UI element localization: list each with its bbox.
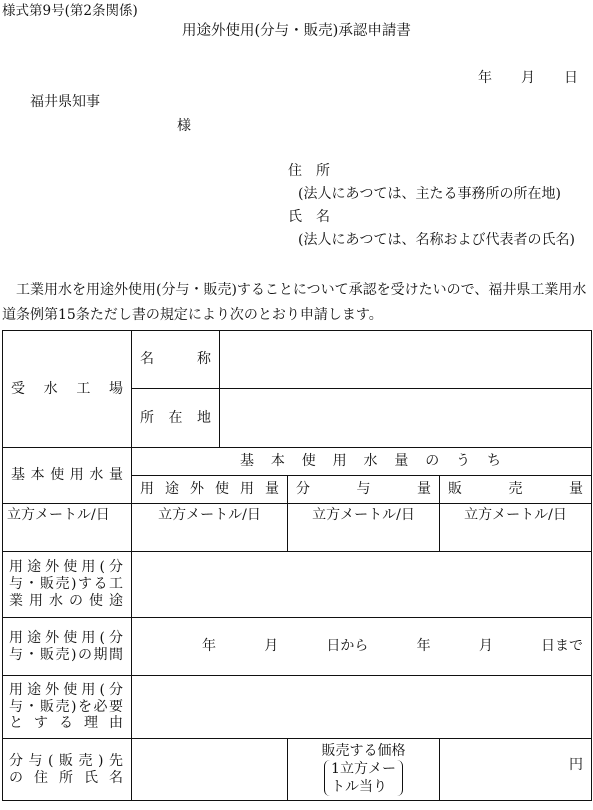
sale-unit: 立方メートル/日 — [464, 507, 567, 523]
basic-volume-label: 基本使用水量 — [3, 448, 132, 504]
reason-label — [3, 676, 132, 739]
reason-label-line-3: とする理由 — [9, 715, 123, 732]
purpose-label-line-3: 業用水の使途 — [9, 592, 123, 609]
address-note: (法人にあつては、主たる事務所の所在地) — [298, 186, 561, 202]
volume-values-row — [3, 504, 592, 552]
purpose-field[interactable] — [132, 552, 592, 618]
addressee: 福井県知事 — [30, 94, 100, 110]
recipient-row — [3, 739, 592, 801]
period-label-line-2: 与・販売)の期間 — [9, 646, 123, 663]
purpose-label-line-1: 用途外使用(分 — [9, 559, 123, 576]
plant-name-label: 名称 — [132, 331, 220, 389]
outside-use-unit: 立方メートル/日 — [158, 507, 261, 523]
distribution-unit: 立方メートル/日 — [312, 507, 415, 523]
date-month: 月 — [521, 70, 535, 86]
address-label: 住 所 — [288, 163, 330, 179]
reason-label-line-2: 与・販売)を必要 — [9, 698, 123, 715]
reason-field[interactable] — [132, 676, 592, 739]
period-year-from: 年 — [202, 638, 216, 655]
period-values — [132, 638, 591, 655]
recipient-label — [3, 739, 132, 801]
price-unit-line-1: 1立方メー — [331, 760, 396, 777]
period-year-to: 年 — [416, 638, 431, 655]
price-label-text: 販売する価格 — [321, 742, 406, 759]
honorific: 様 — [177, 118, 191, 134]
period-label-line-1: 用途外使用(分 — [9, 629, 123, 646]
basic-volume-unit: 立方メートル/日 — [7, 507, 110, 523]
recipient-label-line-2: の住所氏名 — [9, 769, 123, 786]
date-year: 年 — [478, 70, 492, 86]
application-table — [2, 330, 592, 801]
purpose-label — [3, 552, 132, 618]
breakdown-header: 基本使用水量のうち — [132, 448, 592, 476]
price-label — [288, 743, 439, 796]
date-day: 日 — [564, 70, 578, 86]
purpose-label-line-2: 与・販売)する工 — [9, 576, 123, 593]
period-row — [3, 618, 592, 676]
purpose-row — [3, 552, 592, 618]
period-day-from: 日から — [326, 638, 369, 655]
plant-location-field[interactable] — [220, 389, 592, 448]
period-day-to: 日まで — [541, 638, 584, 655]
recipient-field[interactable] — [132, 739, 288, 801]
plant-label: 受水工場 — [3, 331, 132, 448]
period-month-to: 月 — [478, 638, 493, 655]
form-number: 様式第9号(第2条関係) — [2, 3, 138, 19]
outside-use-field[interactable] — [132, 504, 288, 552]
sale-col-label: 販売量 — [440, 476, 592, 504]
reason-row — [3, 676, 592, 739]
recipient-label-line-1: 分与(販売)先 — [9, 752, 123, 769]
application-statement: 工業用水を用途外使用(分与・販売)することについて承認を受けたいので、福井県工業用水道条例第15条ただし書の規定により次のとおり申請します。 — [2, 282, 587, 323]
period-month-from: 月 — [264, 638, 279, 655]
plant-name-row — [3, 331, 592, 389]
date-line — [478, 70, 578, 87]
price-label-cell — [288, 739, 440, 801]
plant-location-label: 所在地 — [132, 389, 220, 448]
plant-name-field[interactable] — [220, 331, 592, 389]
name-note: (法人にあつては、名称および代表者の氏名) — [298, 232, 575, 248]
yen-unit: 円 — [569, 757, 584, 773]
breakdown-header-row — [3, 448, 592, 476]
distribution-col-label: 分与量 — [288, 476, 440, 504]
basic-volume-field[interactable] — [3, 504, 132, 552]
period-label — [3, 618, 132, 676]
sale-field[interactable] — [440, 504, 592, 552]
outside-use-col-label: 用途外使用量 — [132, 476, 288, 504]
reason-label-line-1: 用途外使用(分 — [9, 681, 123, 698]
name-label: 氏 名 — [288, 209, 330, 225]
distribution-field[interactable] — [288, 504, 440, 552]
price-field[interactable] — [440, 739, 592, 801]
price-unit-bracket — [324, 760, 403, 796]
form-title: 用途外使用(分与・販売)承認申請書 — [182, 23, 411, 39]
price-unit-line-2: トル当り — [331, 778, 388, 795]
period-field[interactable] — [132, 618, 592, 676]
